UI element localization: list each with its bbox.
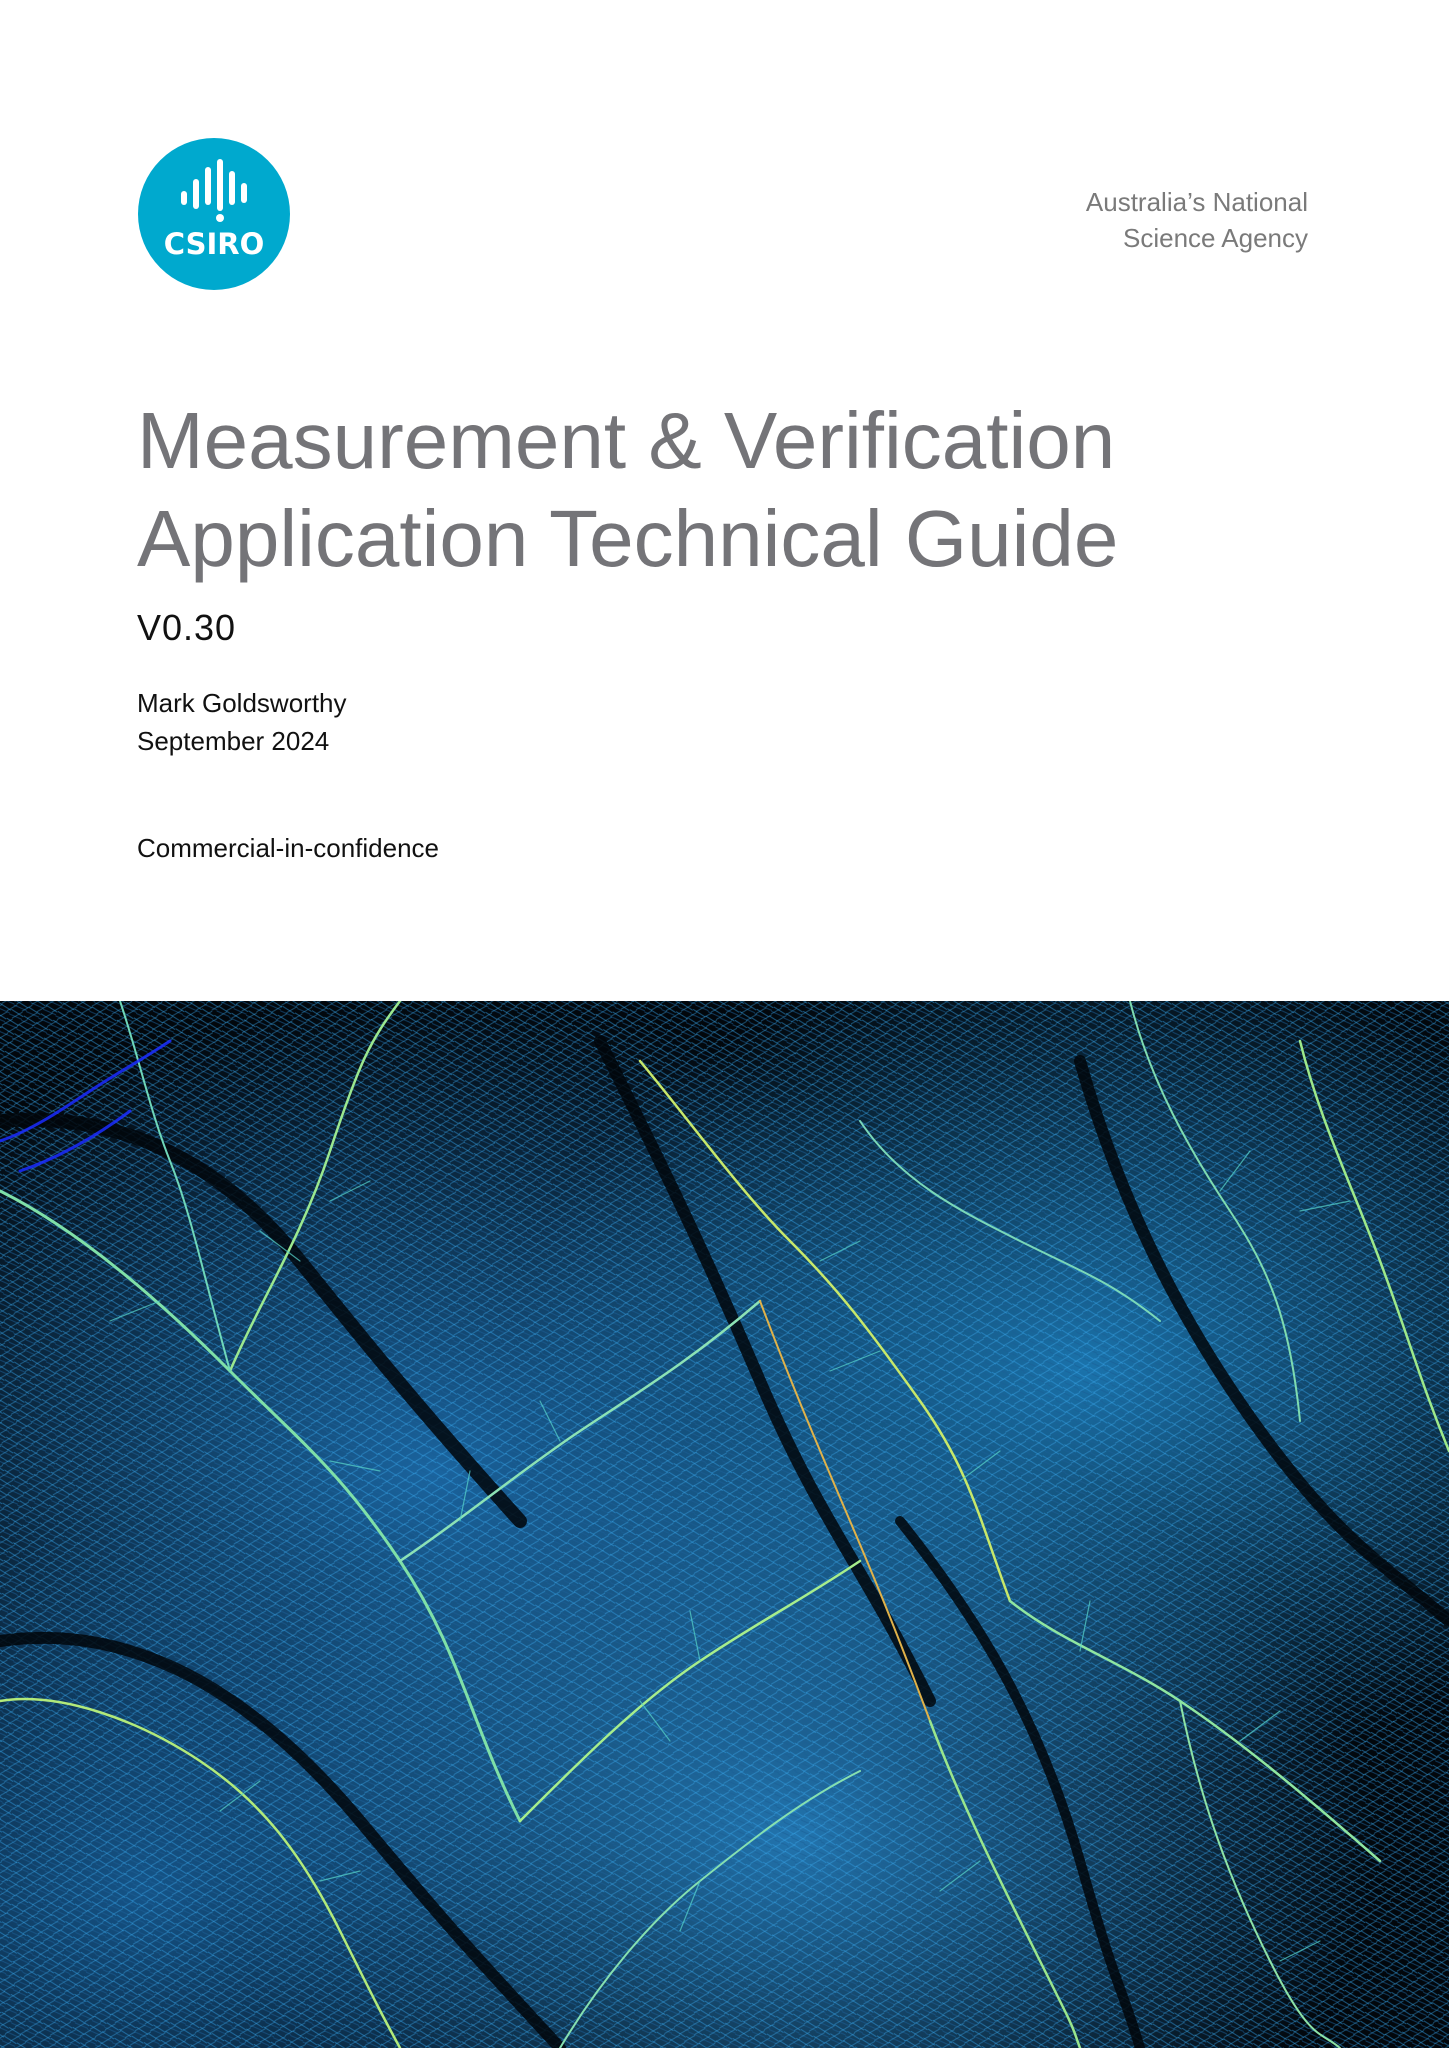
csiro-logo-icon (138, 138, 290, 290)
document-version: V0.30 (137, 607, 237, 648)
title-line-1: Measurement & Verification (137, 396, 1116, 485)
csiro-logo (138, 138, 290, 290)
drainage-network-graphic (0, 1001, 1449, 2048)
author-name: Mark Goldsworthy (137, 688, 347, 718)
drainage-network-image (0, 1001, 1449, 2048)
agency-tagline (1086, 184, 1308, 256)
confidentiality-label: Commercial-in-confidence (137, 833, 439, 863)
logo-text: CSIRO (163, 227, 265, 261)
publication-date: September 2024 (137, 726, 330, 756)
author-block (137, 684, 347, 760)
document-title (137, 392, 1337, 588)
title-line-2: Application Technical Guide (137, 494, 1119, 583)
agency-line-1: Australia’s National (1085, 187, 1308, 217)
agency-line-2: Science Agency (1122, 223, 1308, 253)
